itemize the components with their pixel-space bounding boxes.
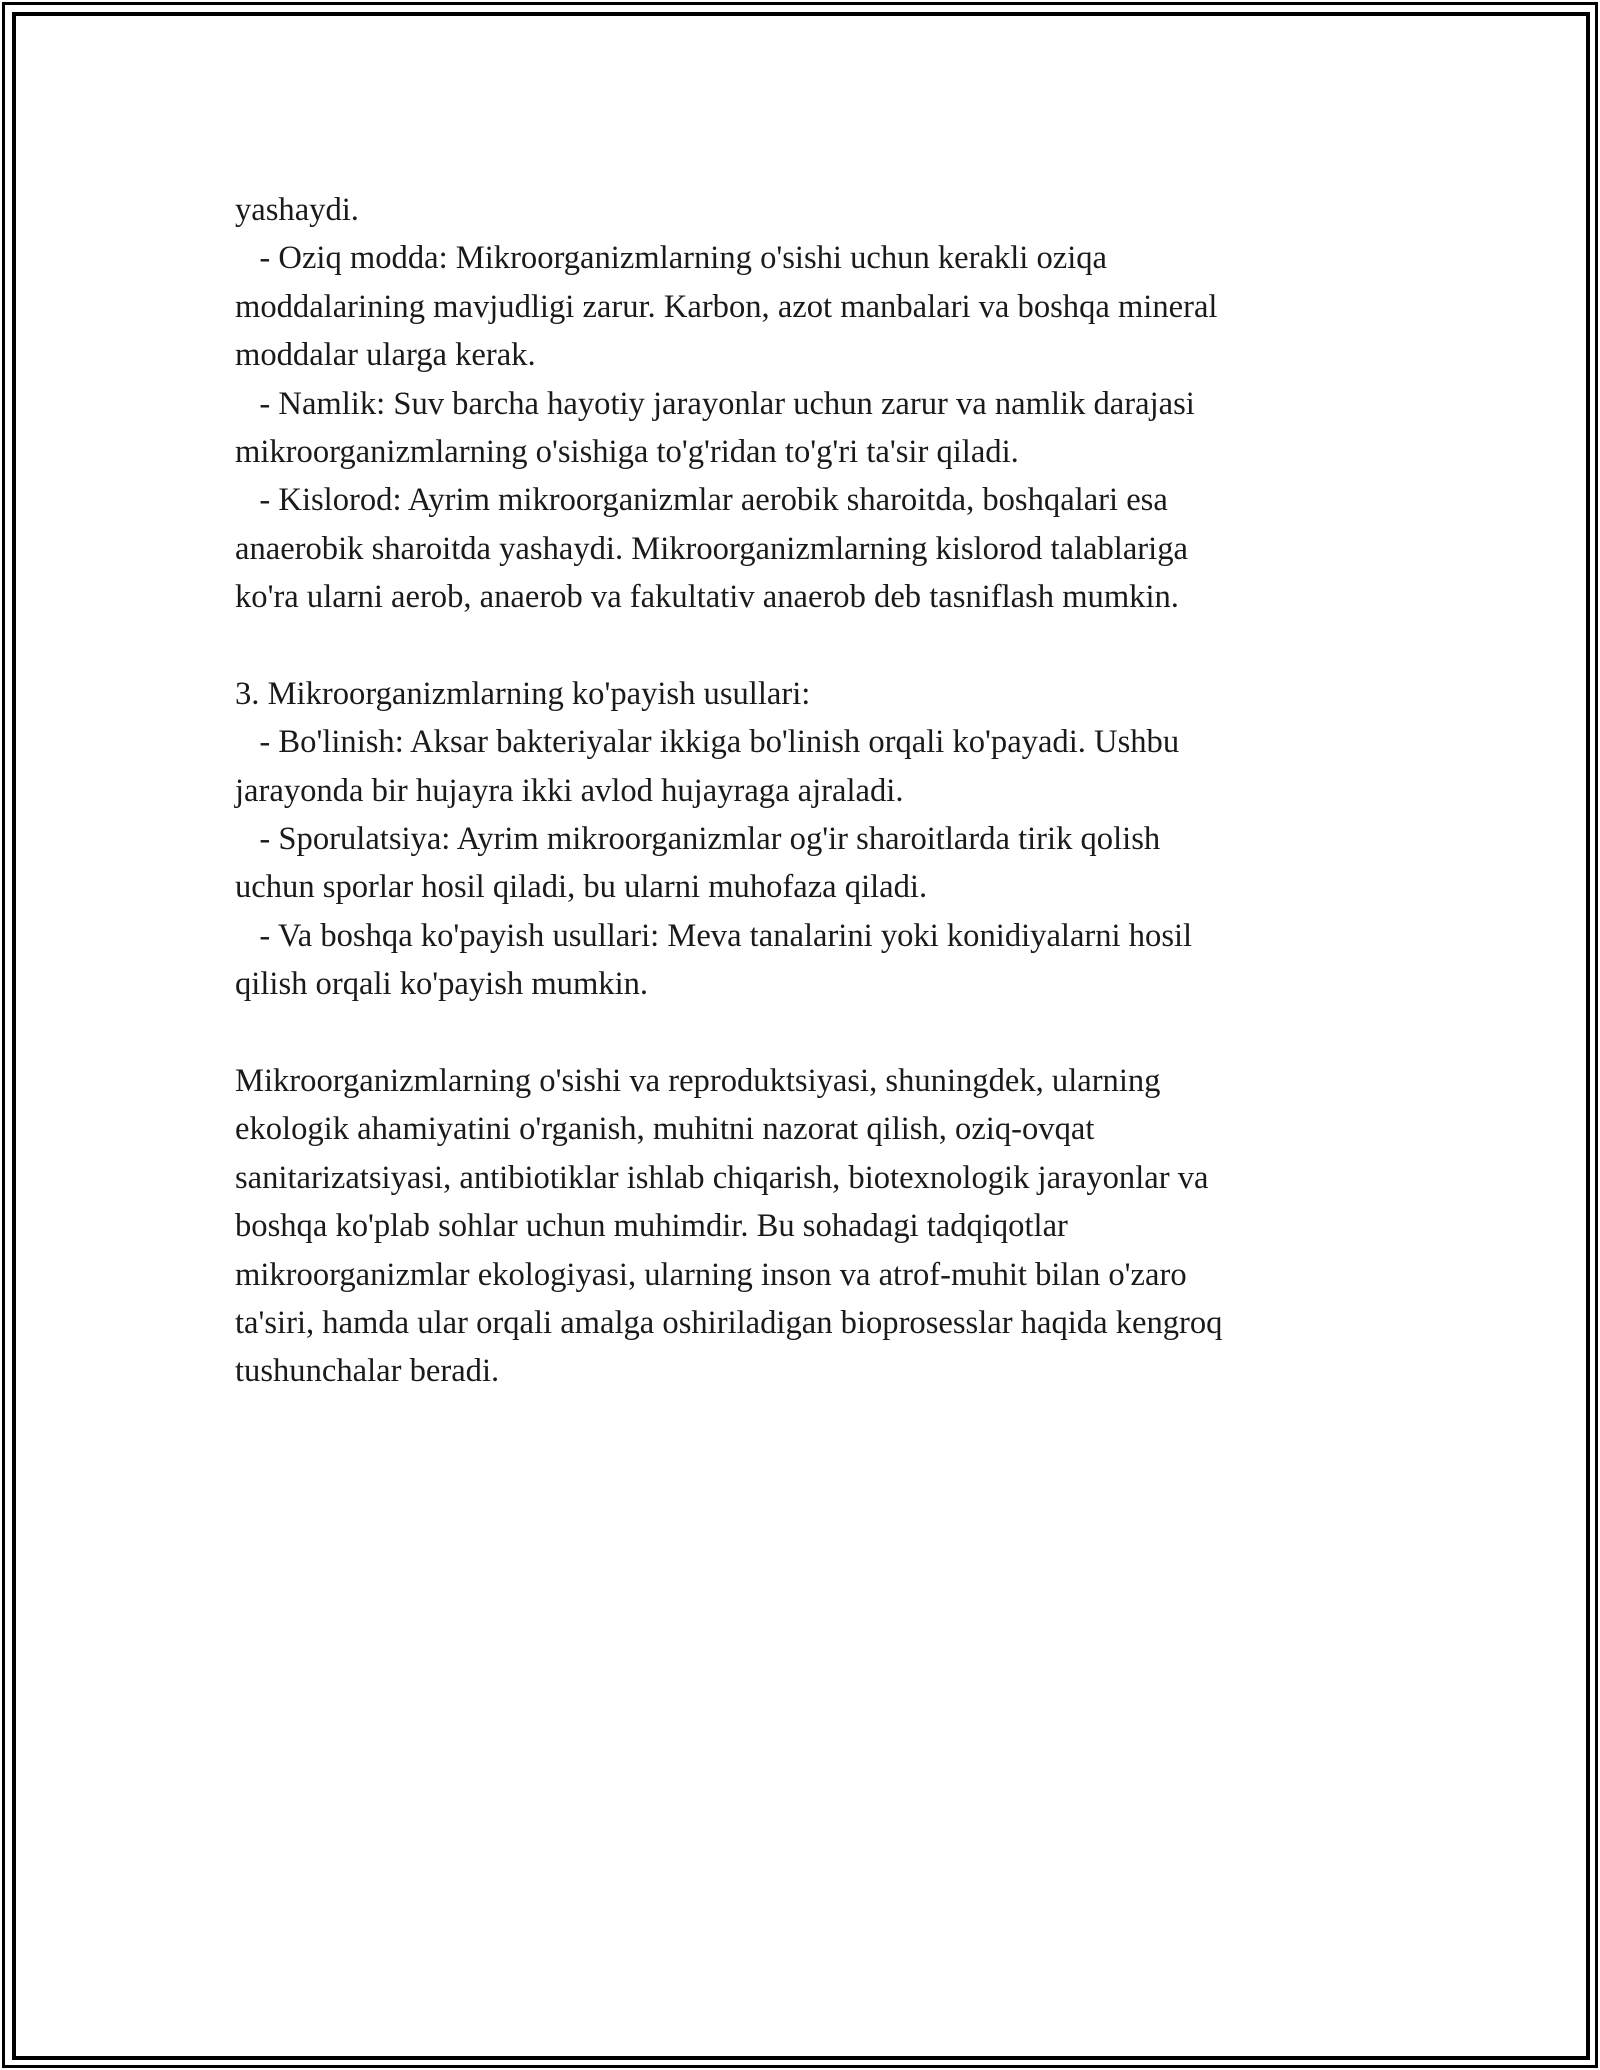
text-line: - Va boshqa ko'payish usullari: Meva tanalarini yoki konidiyalarni hosil [235,917,1193,954]
text-line: yashaydi. [235,192,359,228]
text-line: uchun sporlar hosil qiladi, bu ularni muhofaza qiladi. [235,869,928,906]
text-line: moddalarining mavjudligi zarur. Karbon, azot manbalari va boshqa mineral [235,288,1218,325]
paragraph-gap [235,1009,1365,1057]
text-line: jarayonda bir hujayra ikki avlod hujayraga ajraladi. [235,772,904,809]
text-line: - Sporulatsiya: Ayrim mikroorganizmlar og'ir sharoitlarda tirik qolish [235,821,1161,858]
text-line: anaerobik sharoitda yashaydi. Mikroorganizmlarning kislorod talablariga [235,530,1188,567]
text-line: qilish orqali ko'payish mumkin. [235,966,649,1003]
text-line: boshqa ko'plab sohlar uchun muhimdir. Bu sohadagi tadqiqotlar [235,1208,1068,1245]
text-line: mikroorganizmlarning o'sishiga to'g'ridan to'g'ri ta'sir qiladi. [235,433,1019,470]
document-body [235,186,1365,1396]
text-line: - Bo'linish: Aksar bakteriyalar ikkiga bo'linish orqali ko'payadi. Ushbu [235,724,1180,761]
text-line: sanitarizatsiyasi, antibiotiklar ishlab chiqarish, biotexnologik jarayonlar va [235,1159,1209,1196]
text-line: tushunchalar beradi. [235,1353,500,1390]
text-line: - Kislorod: Ayrim mikroorganizmlar aerobik sharoitda, boshqalari esa [235,482,1168,519]
text-line: Mikroorganizmlarning o'sishi va reproduktsiyasi, shuningdek, ularning [235,1063,1161,1100]
text-line: moddalar ularga kerak. [235,337,536,374]
section-heading: 3. Mikroorganizmlarning ko'payish usullari: [235,675,811,712]
paragraph-gap [235,622,1365,670]
text-line: ko'ra ularni aerob, anaerob va fakultativ anaerob deb tasniflash mumkin. [235,579,1179,616]
text-line: ekologik ahamiyatini o'rganish, muhitni nazorat qilish, oziq-ovqat [235,1111,1095,1148]
text-line: - Namlik: Suv barcha hayotiy jarayonlar uchun zarur va namlik darajasi [235,385,1195,422]
text-line: - Oziq modda: Mikroorganizmlarning o'sishi uchun kerakli oziqa [235,240,1108,277]
text-line: mikroorganizmlar ekologiyasi, ularning inson va atrof-muhit bilan o'zaro [235,1256,1187,1293]
text-line: ta'siri, hamda ular orqali amalga oshiriladigan bioprosesslar haqida kengroq [235,1304,1223,1341]
